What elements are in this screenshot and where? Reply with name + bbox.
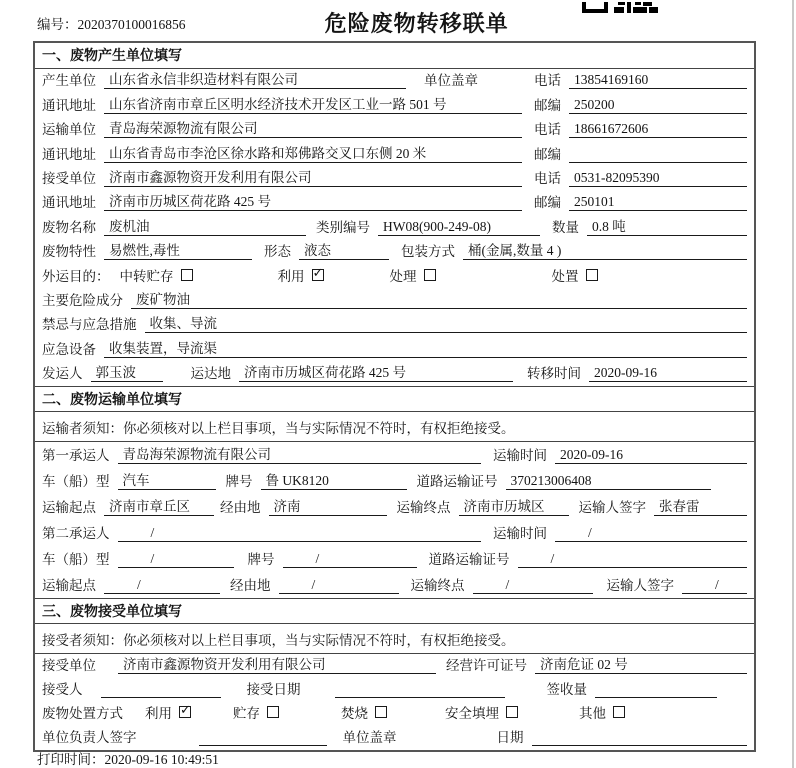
- serial-value: 2020370100016856: [77, 17, 186, 32]
- waste-name-value: 废机油: [104, 215, 306, 236]
- option-label: 安全填埋: [445, 706, 499, 722]
- form-value: 液态: [299, 239, 389, 260]
- receiver-address-value: 济南市历城区荷花路 425 号: [104, 190, 522, 211]
- disposal-option-burn: [341, 702, 445, 722]
- row-acceptor: [35, 678, 754, 702]
- transporter-address-value: 山东省青岛市李沧区徐水路和郑佛路交叉口东侧 20 米: [104, 142, 522, 163]
- row-producer-address: [35, 93, 754, 117]
- purpose-option-treat: [390, 265, 552, 285]
- form-label: 形态: [264, 244, 291, 260]
- receiver-zip-value: 250101: [569, 194, 747, 211]
- purpose-option-transfer: [120, 265, 278, 285]
- transporter-sign-label: 运输人签字: [606, 578, 674, 594]
- character-value: 易燃性,毒性: [104, 239, 252, 260]
- receiver-label: 接受单位: [42, 170, 96, 186]
- row-vehicle2: [35, 546, 754, 572]
- receiver-value: 济南市鑫源物资开发利用有限公司: [104, 166, 522, 187]
- plate-label: 牌号: [247, 552, 275, 568]
- accept-date-value: [335, 681, 505, 698]
- shipper-label: 发运人: [42, 366, 83, 382]
- vehicle2-value: /: [118, 551, 234, 568]
- option-label: 焚烧: [341, 706, 368, 722]
- vehicle-label: 车（船）型: [42, 474, 110, 490]
- section-receiver-header: 三、废物接受单位填写: [35, 598, 754, 624]
- option-label: 处置: [551, 268, 579, 284]
- sign-qty-value: [595, 681, 717, 698]
- row-route2: [35, 572, 754, 598]
- purpose-option-use: [278, 265, 390, 285]
- equipment-label: 应急设备: [42, 341, 96, 357]
- destination-value: 济南市历城区荷花路 425 号: [239, 361, 513, 382]
- carrier2-label: 第二承运人: [42, 526, 110, 542]
- checkbox-icon: [375, 706, 387, 718]
- qty-label: 数量: [552, 219, 579, 235]
- producer-label: 产生单位: [42, 73, 96, 89]
- phone-label: 电话: [534, 73, 561, 89]
- option-label: 利用: [277, 268, 305, 284]
- row-hazard: [35, 289, 754, 313]
- checkbox-icon: [267, 706, 279, 718]
- qty-value: 0.8 吨: [587, 215, 747, 236]
- receiver-phone-value: 0531-82095390: [569, 170, 747, 187]
- transfer-time-value: 2020-09-16: [589, 365, 747, 382]
- section-receiver: [35, 598, 754, 750]
- qr-code-icon: [582, 0, 658, 18]
- origin1-value: 济南市章丘区: [104, 495, 214, 516]
- row-taboo: [35, 313, 754, 337]
- taboo-value: 收集、导流: [145, 312, 748, 333]
- checkbox-icon: [586, 269, 598, 281]
- zip-label: 邮编: [534, 146, 561, 162]
- via1-value: 济南: [269, 495, 387, 516]
- address-label: 通讯地址: [42, 195, 96, 211]
- checkbox-icon: [312, 269, 324, 281]
- manifest-form: [33, 41, 756, 752]
- row-receiver-address: [35, 191, 754, 215]
- acceptor-label: 接受人: [42, 682, 83, 698]
- checkbox-icon: [424, 269, 436, 281]
- category-value: HW08(900-249-08): [378, 219, 540, 236]
- manager-sign-value: [199, 729, 327, 746]
- via-label: 经由地: [220, 500, 261, 516]
- transporter-value: 青岛海荣源物流有限公司: [104, 117, 522, 138]
- disposal-option-use: [145, 702, 233, 722]
- document-header: [33, 0, 756, 40]
- road-permit-label: 道路运输证号: [416, 474, 498, 490]
- equipment-value: 收集装置，导流渠: [104, 337, 747, 358]
- origin-label: 运输起点: [42, 500, 96, 516]
- accept-unit-value: 济南市鑫源物资开发利用有限公司: [118, 653, 436, 674]
- page-title: 危险废物转移联单: [324, 11, 509, 36]
- window-right-edge: [792, 0, 794, 768]
- option-label: 利用: [145, 706, 172, 722]
- address-label: 通讯地址: [42, 146, 96, 162]
- transporter-label: 运输单位: [42, 122, 96, 138]
- end-label: 运输终点: [410, 578, 465, 594]
- sign1-value: 张春雷: [654, 495, 747, 516]
- option-label: 处理: [389, 268, 417, 284]
- checkbox-icon: [506, 706, 518, 718]
- transporter-notice: 运输者须知：你必须核对以上栏目事项，当与实际情况不符时，有权拒绝接受。: [35, 412, 754, 442]
- row-equipment: [35, 337, 754, 361]
- transporter-phone-value: 18661672606: [569, 121, 747, 138]
- date-value: [532, 729, 748, 746]
- transport-time-label: 运输时间: [493, 526, 547, 542]
- checkbox-icon: [181, 269, 193, 281]
- transport-time-label: 运输时间: [493, 448, 547, 464]
- sign-qty-label: 签收量: [546, 682, 587, 698]
- end-label: 运输终点: [396, 500, 451, 516]
- print-time: [37, 748, 219, 768]
- producer-zip-value: 250200: [569, 97, 747, 114]
- zip-label: 邮编: [534, 195, 561, 211]
- transporter-sign-label: 运输人签字: [578, 500, 646, 516]
- carrier1-time-value: 2020-09-16: [555, 447, 747, 464]
- row-producer: [35, 69, 754, 93]
- row-transporter-address: [35, 142, 754, 166]
- serial-number: [37, 13, 186, 33]
- packing-value: 桶(金属,数量 4 ): [463, 239, 747, 260]
- sign2-value: /: [682, 577, 747, 594]
- row-waste-name: [35, 215, 754, 239]
- disposal-label: 废物处置方式: [42, 706, 123, 722]
- carrier1-value: 青岛海荣源物流有限公司: [118, 443, 482, 464]
- disposal-option-other: [579, 702, 625, 722]
- option-label: 其他: [579, 706, 606, 722]
- category-label: 类别编号: [316, 219, 370, 235]
- row-receiver: [35, 167, 754, 191]
- row-shipper: [35, 362, 754, 386]
- hazard-value: 废矿物油: [131, 288, 747, 309]
- road-permit2-value: /: [518, 551, 748, 568]
- plate1-value: 鲁 UK8120: [261, 469, 407, 490]
- end1-value: 济南市历城区: [459, 495, 569, 516]
- row-carrier1: [35, 442, 754, 468]
- producer-address-value: 山东省济南市章丘区明水经济技术开发区工业一路 501 号: [104, 93, 522, 114]
- taboo-label: 禁忌与应急措施: [42, 317, 137, 333]
- row-waste-character: [35, 240, 754, 264]
- checkbox-icon: [613, 706, 625, 718]
- section-transporter: [35, 386, 754, 598]
- row-disposal: [35, 702, 754, 726]
- option-label: 贮存: [233, 706, 260, 722]
- phone-label: 电话: [534, 170, 561, 186]
- acceptor-value: [101, 681, 221, 698]
- receiver-notice: 接受者须知：你必须核对以上栏目事项，当与实际情况不符时，有权拒绝接受。: [35, 624, 754, 654]
- zip-label: 邮编: [534, 97, 561, 113]
- plate2-value: /: [283, 551, 417, 568]
- producer-value: 山东省永信非织造材料有限公司: [104, 68, 406, 89]
- transfer-time-label: 转移时间: [527, 366, 581, 382]
- option-label: 中转贮存: [119, 268, 174, 284]
- destination-label: 运达地: [190, 366, 231, 382]
- serial-label: 编号：: [37, 17, 78, 32]
- purpose-option-dispose: [552, 265, 598, 285]
- license-value: 济南危证 02 号: [535, 653, 747, 674]
- print-time-value: 2020-09-16 10:49:51: [104, 752, 219, 767]
- end2-value: /: [473, 577, 593, 594]
- shipper-value: 郭玉波: [91, 361, 163, 382]
- waste-name-label: 废物名称: [42, 219, 96, 235]
- origin-label: 运输起点: [42, 578, 96, 594]
- vehicle1-value: 汽车: [118, 469, 216, 490]
- checkbox-icon: [179, 706, 191, 718]
- row-carrier2: [35, 520, 754, 546]
- via-label: 经由地: [230, 578, 271, 594]
- disposal-option-store: [233, 702, 341, 722]
- carrier2-value: /: [118, 525, 482, 542]
- row-purpose: [35, 264, 754, 288]
- row-accept-unit: [35, 654, 754, 678]
- via2-value: /: [279, 577, 399, 594]
- packing-label: 包装方式: [401, 244, 455, 260]
- hazard-label: 主要危险成分: [42, 292, 123, 308]
- phone-label: 电话: [534, 122, 561, 138]
- row-manager-sign: [35, 726, 754, 750]
- purpose-label: 外运目的：: [42, 268, 110, 284]
- producer-phone-value: 13854169160: [569, 72, 747, 89]
- section-transporter-header: 二、废物运输单位填写: [35, 386, 754, 412]
- vehicle-label: 车（船）型: [42, 552, 110, 568]
- print-time-label: 打印时间：: [37, 752, 105, 767]
- license-label: 经营许可证号: [446, 658, 527, 674]
- address-label: 通讯地址: [42, 97, 96, 113]
- accept-date-label: 接受日期: [246, 682, 301, 698]
- section-producer-header: 一、废物产生单位填写: [35, 43, 754, 69]
- section-producer: [35, 43, 754, 386]
- plate-label: 牌号: [225, 474, 253, 490]
- disposal-option-landfill: [445, 702, 579, 722]
- seal-label: 单位盖章: [424, 73, 478, 89]
- row-vehicle1: [35, 468, 754, 494]
- character-label: 废物特性: [42, 244, 96, 260]
- road-permit-label: 道路运输证号: [428, 552, 510, 568]
- carrier2-time-value: /: [555, 525, 747, 542]
- unit-seal-label: 单位盖章: [342, 730, 397, 746]
- origin2-value: /: [104, 577, 220, 594]
- road-permit1-value: 370213006408: [506, 473, 712, 490]
- accept-unit-label: 接受单位: [42, 658, 96, 674]
- row-route1: [35, 494, 754, 520]
- date-label: 日期: [496, 730, 524, 746]
- row-transporter: [35, 118, 754, 142]
- manager-sign-label: 单位负责人签字: [42, 730, 137, 746]
- carrier1-label: 第一承运人: [42, 448, 110, 464]
- transporter-zip-value: [569, 146, 747, 163]
